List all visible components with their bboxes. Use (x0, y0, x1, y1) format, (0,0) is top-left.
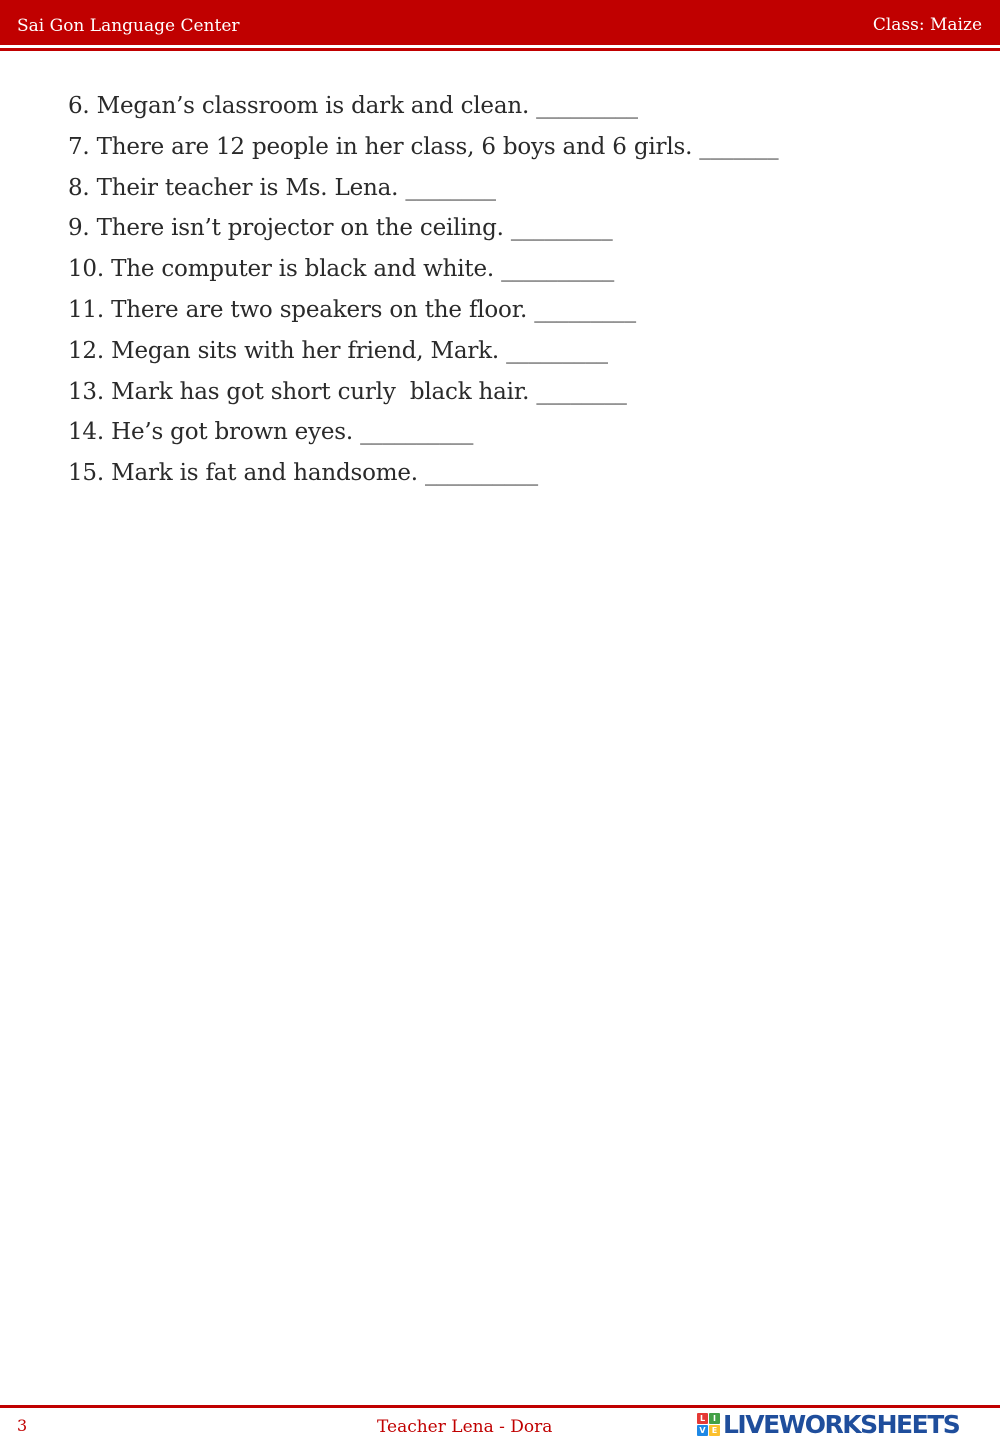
question-13: 13. Mark has got short curly black hair. ________ (68, 378, 627, 405)
question-7: 7. There are 12 people in her class, 6 boys and 6 girls. _______ (68, 133, 779, 160)
question-9: 9. There isn’t projector on the ceiling. _________ (68, 215, 613, 242)
liveworksheets-logo[interactable] (697, 1409, 959, 1439)
logo-letter-v: V (697, 1425, 708, 1436)
question-11: 11. There are two speakers on the floor. _________ (68, 296, 636, 323)
header-divider (0, 48, 1000, 51)
teacher-name: Teacher Lena - Dora (377, 1417, 553, 1437)
question-14: 14. He’s got brown eyes. __________ (68, 419, 474, 446)
question-6: 6. Megan’s classroom is dark and clean. _________ (68, 93, 638, 119)
question-list (68, 86, 778, 494)
class-label: Class: Maize (872, 15, 982, 35)
logo-letter-l: L (697, 1413, 708, 1424)
logo-letter-e: E (709, 1425, 720, 1436)
school-name: Sai Gon Language Center (17, 16, 240, 36)
logo-letter-i: I (709, 1413, 720, 1424)
question-10: 10. The computer is black and white. __________ (68, 256, 615, 283)
question-15: 15. Mark is fat and handsome. __________ (68, 460, 538, 487)
question-12: 12. Megan sits with her friend, Mark. _________ (68, 337, 608, 364)
question-8: 8. Their teacher is Ms. Lena. ________ (68, 174, 496, 201)
page-number: 3 (17, 1416, 28, 1435)
logo-text: LIVEWORKSHEETS (723, 1409, 960, 1439)
footer-divider (0, 1405, 1000, 1408)
header-bar (0, 0, 1000, 45)
liveworksheets-logo-icon (697, 1413, 720, 1436)
